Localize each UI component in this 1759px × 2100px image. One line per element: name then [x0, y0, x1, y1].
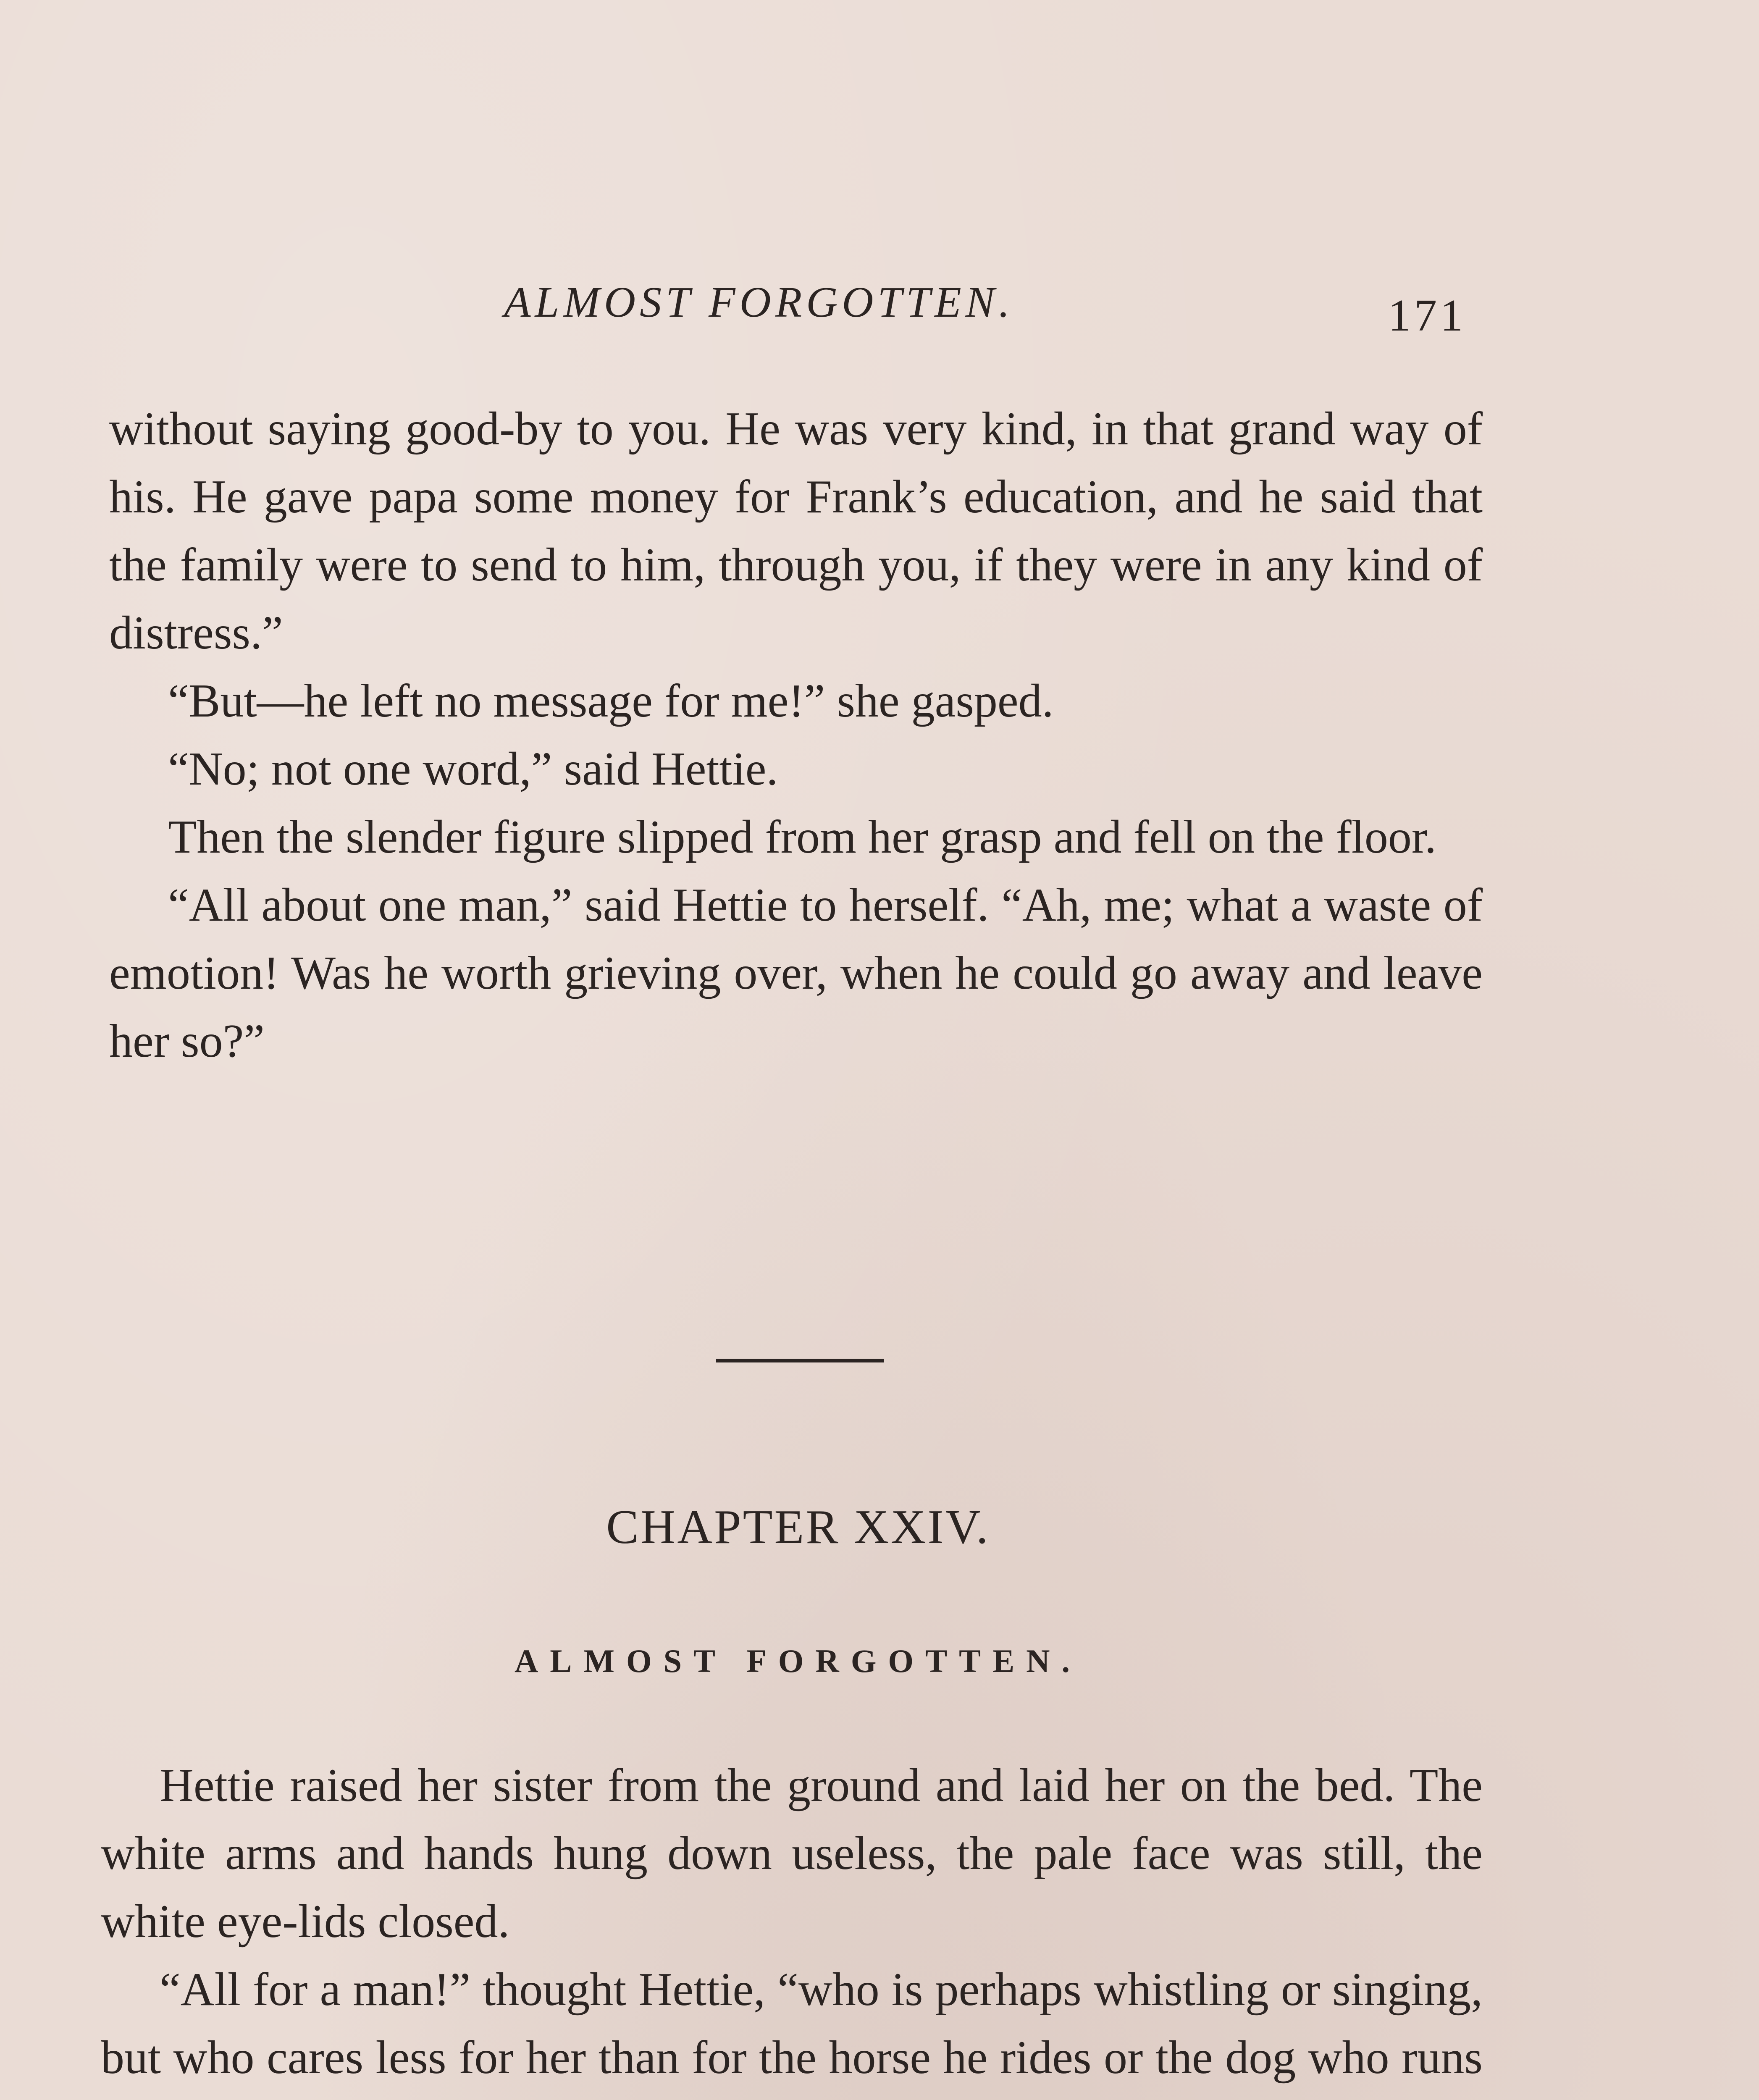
section-divider: [716, 1359, 884, 1362]
paragraph: “All about one man,” said Hettie to herself. “Ah, me; what a waste of emotion! Was he worth grieving over, when he could go away and leave her so?”: [109, 879, 1483, 1067]
text-block-bottom: [101, 1751, 1483, 2100]
paragraph: “No; not one word,” said Hettie.: [168, 743, 778, 795]
paragraph: “All for a man!” thought Hettie, “who is perhaps whistling or singing, but who cares less for her than for the horse he rides or the dog who runs: [101, 1964, 1483, 2084]
chapter-title: CHAPTER XXIV.: [606, 1500, 990, 1554]
page-number: 171: [1388, 291, 1466, 341]
paragraph: “But—he left no message for me!” she gasped.: [168, 675, 1054, 727]
paragraph: Then the slender figure slipped from her grasp and fell on the floor.: [168, 811, 1436, 863]
paragraph: Hettie raised her sister from the ground and laid her on the bed. The white arms and hands hung down useless, the pale face was still, the white eye-lids closed.: [101, 1759, 1483, 1948]
running-head: ALMOST FORGOTTEN.: [504, 278, 1014, 326]
chapter-subtitle: ALMOST FORGOTTEN.: [514, 1643, 1082, 1679]
paragraph: without saying good-by to you. He was very kind, in that grand way of his. He gave papa some money for Frank’s education, and he said that the family were to send to him, through you, if they were in any kind of distress.”: [109, 403, 1483, 659]
text-block-top: [109, 395, 1483, 1075]
